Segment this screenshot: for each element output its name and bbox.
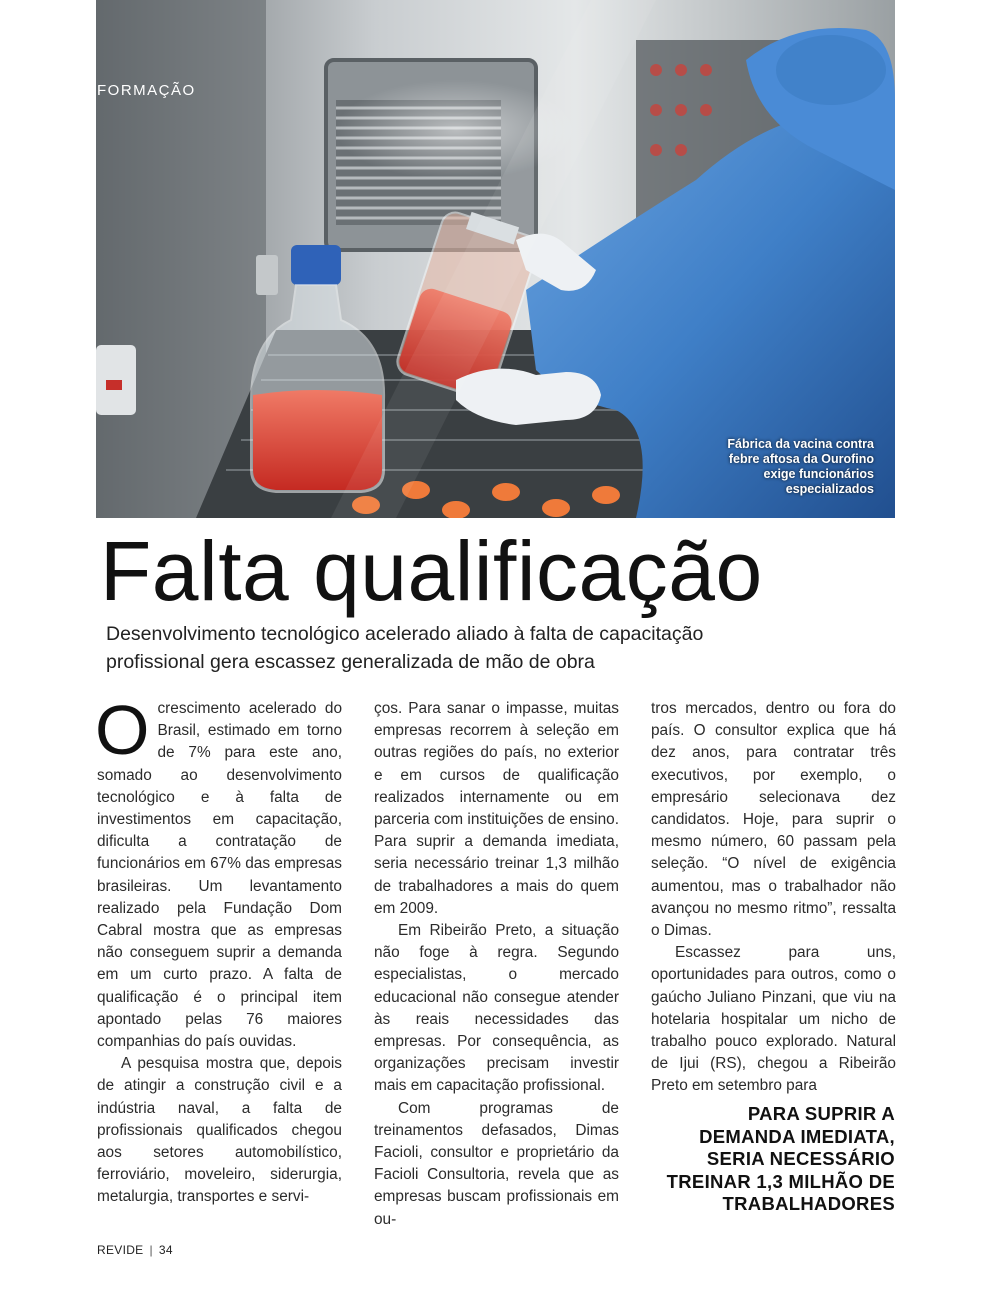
page-footer	[97, 1243, 173, 1257]
paragraph: ços. Para sanar o impasse, muitas empresas recorrem à seleção em outras regiões do país, no exterior e em cursos de qualificação realizados internamente ou em parceria com instituições de ensino. Para suprir a demanda imediata, seria necessário treinar 1,3 milhão de trabalhadores a mais do quem em 2009.	[374, 700, 619, 917]
magazine-name: REVIDE	[97, 1243, 144, 1257]
footer-separator: |	[149, 1243, 153, 1257]
paragraph: Escassez para uns, oportunidades para outros, como o gaúcho Juliano Pinzani, que viu na hotelaria hospitalar um nicho de trabalho pouco explorado. Natural de Ijui (RS), chegou a Ribeirão Preto em setembro para	[651, 944, 896, 1095]
article-column-3	[651, 698, 896, 1098]
paragraph: A pesquisa mostra que, depois de atingir a construção civil e a indústria naval, a falta de profissionais qualificados chegou aos setores automobilístico, ferroviário, moveleiro, siderurgia, metalurgia, transportes e servi-	[97, 1055, 342, 1206]
drop-cap: O	[95, 691, 150, 769]
headline: Falta qualificação	[100, 524, 763, 618]
paragraph: Em Ribeirão Preto, a situação não foge à regra. Segundo especialistas, o mercado educacional não consegue atender às reais necessidades das empresas. Por consequência, as organizações precisam investir mais em capacitação profissional.	[374, 922, 619, 1095]
paragraph: tros mercados, dentro ou fora do país. O consultor explica que há dez anos, para contratar três executivos, por exemplo, o empresário selecionava dez candidatos. Hoje, para suprir o mesmo número, 60 passam pela seleção. “O nível de exigência aumentou, mas o trabalhador não avançou no mesmo ritmo”, ressalta o Dimas.	[651, 700, 896, 940]
pull-quote: PARA SUPRIR A DEMANDA IMEDIATA, SERIA NECESSÁRIO TREINAR 1,3 MILHÃO DE TRABALHADORES	[666, 1103, 895, 1214]
page-number: 34	[158, 1243, 173, 1257]
section-label: FORMAÇÃO	[97, 82, 196, 99]
paragraph-text: crescimento acelerado do Brasil, estimado em torno de 7% para este ano, somado ao desenvolvimento tecnológico e à falta de investimentos em capacitação, dificulta a contratação de funcionários em 67% das empresas brasileiras. Um levantamento realizado pela Fundação Dom Cabral mostra que as empresas não conseguem suprir a demanda em um curto prazo. A falta de qualificação é o principal item apontado pelas 76 maiores companhias do país ouvidas.	[97, 700, 342, 1051]
subheadline: Desenvolvimento tecnológico acelerado aliado à falta de capacitação profissional gera escassez generalizada de mão de obra	[106, 623, 704, 673]
photo-caption: Fábrica da vacina contra febre aftosa da Ourofino exige funcionários especializados	[727, 437, 874, 496]
article-column-1	[95, 691, 342, 1209]
paragraph	[95, 691, 342, 1053]
article-column-2	[374, 698, 619, 1231]
paragraph: Com programas de treinamentos defasados, Dimas Facioli, consultor e proprietário da Facioli Consultoria, revela que as empresas buscam profissionais em ou-	[374, 1099, 619, 1228]
